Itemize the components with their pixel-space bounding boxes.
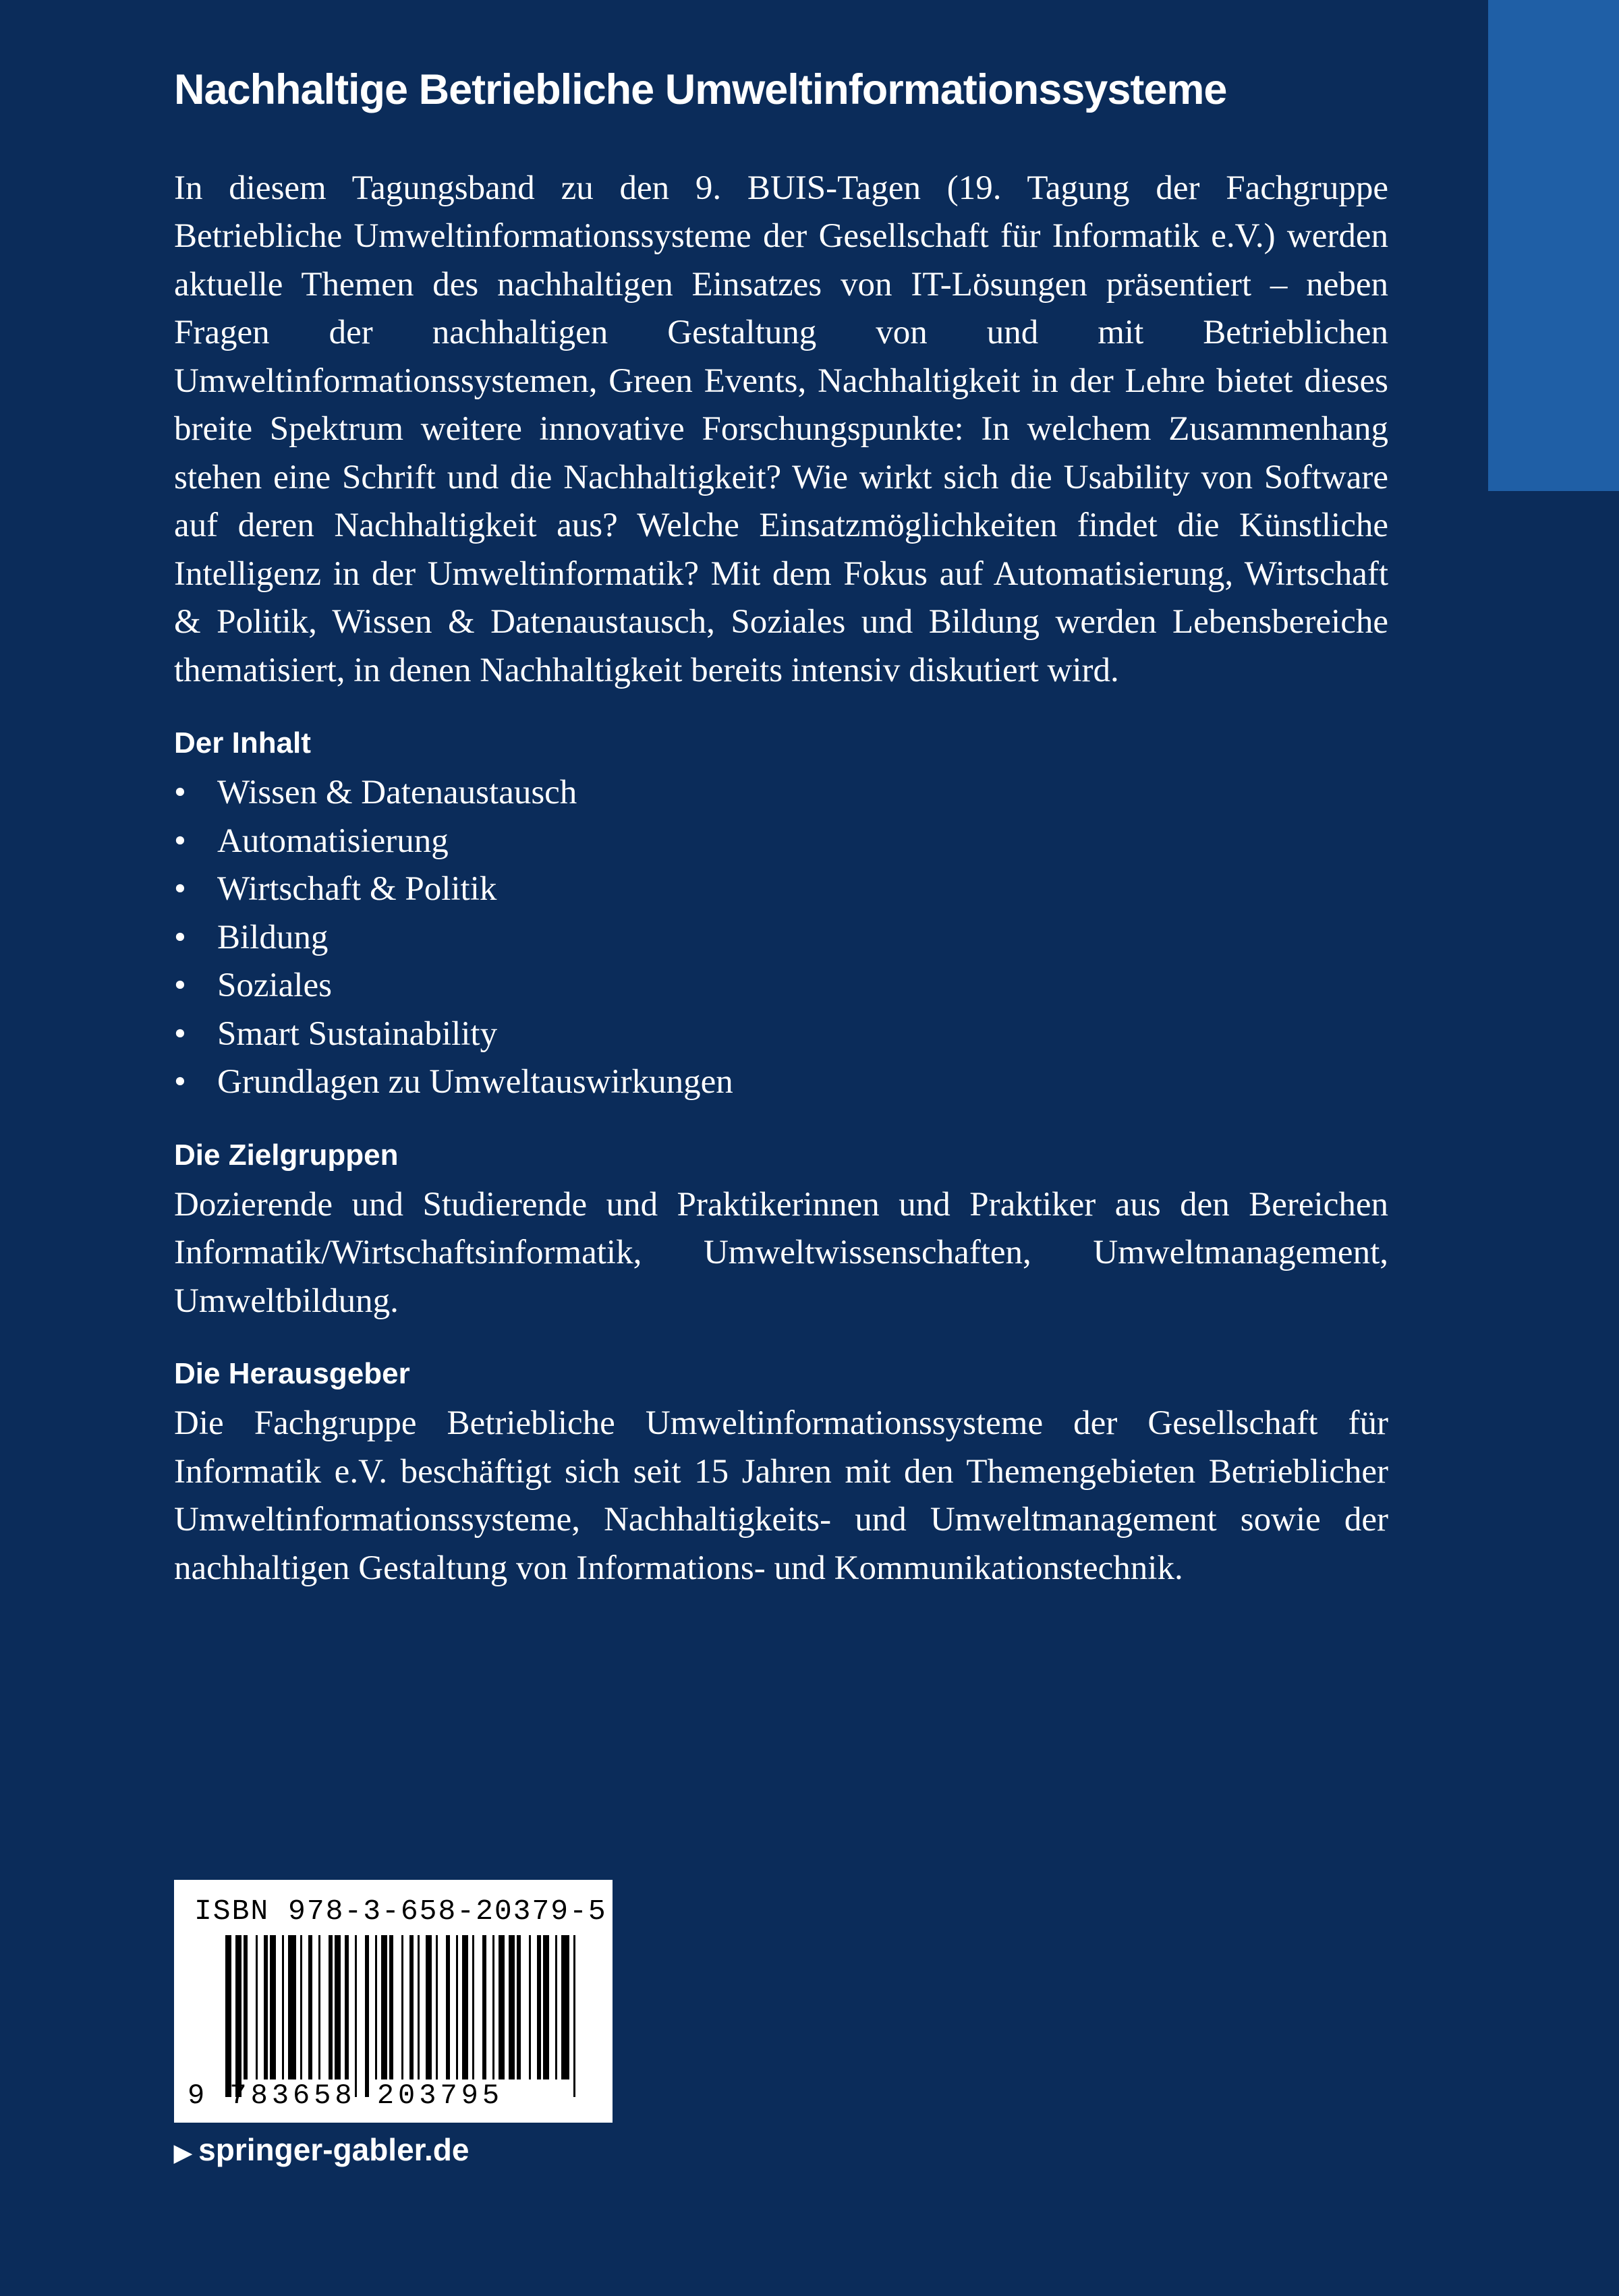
bullet-icon: • [174,1063,186,1101]
barcode-bar [318,1935,320,2079]
herausgeber-text: Die Fachgruppe Betriebliche Umweltinformationssysteme der Gesellschaft für Informatik e.V. beschäftigt sich seit 15 Jahren mit den Themengebieten Betrieblicher Umweltinformationssysteme, Nachhaltigkeits- und Umweltmanagement sowie der nachhaltigen Gestaltung von Informations- und Kommunikationstechnik. [174,1404,1388,1587]
bullet-icon: • [174,1014,186,1053]
barcode-bar [225,1935,231,2097]
barcode-bar [308,1935,312,2079]
barcode-bar [288,1935,296,2079]
barcode-bar [482,1935,486,2079]
inhalt-heading: Der Inhalt [174,726,311,760]
list-item [174,1058,1388,1107]
barcode-bar [345,1935,349,2079]
list-item [174,914,1388,963]
publisher-url: springer-gabler.de [198,2132,470,2167]
barcode-bar [409,1935,414,2079]
list-item [174,962,1388,1010]
barcode-bar [335,1935,341,2079]
bullet-icon: • [174,774,186,812]
barcode-bar [537,1935,541,2079]
bullet-icon: • [174,967,186,1005]
barcode-bar [355,1935,357,2097]
barcode-bar [256,1935,258,2079]
list-item [174,865,1388,914]
zielgruppen-heading: Die Zielgruppen [174,1138,399,1172]
barcode-bar [492,1935,494,2079]
list-item-label: Grundlagen zu Umweltauswirkungen [217,1063,733,1101]
list-item-label: Automatisierung [217,822,449,860]
barcode-bar [264,1935,268,2079]
barcode-bar [300,1935,302,2079]
isbn-barcode [174,1880,613,2123]
barcode-bar [235,1935,242,2097]
barcode-bar [509,1935,515,2079]
barcode-bar [365,1935,369,2097]
list-item-label: Smart Sustainability [217,1014,498,1053]
barcode-bar [529,1935,531,2079]
barcode-bar [244,1935,248,2079]
barcode-bar [446,1935,450,2079]
herausgeber-heading: Die Herausgeber [174,1357,410,1391]
list-item [174,769,1388,817]
bullet-icon: • [174,918,186,956]
intro-paragraph: In diesem Tagungsband zu den 9. BUIS-Tagen (19. Tagung der Fachgruppe Betriebliche Umweltinformationssysteme der Gesellschaft für Informatik e.V.) werden aktuelle Themen des nachhaltigen Einsatzes von IT-Lösungen präsentiert – neben Fragen der nachhaltigen Gestaltung von und mit Betrieblichen Umweltinformationssystemen, Green Events, Nachhaltigkeit in der Lehre bietet dieses breite Spektrum weitere innovative Forschungspunkte: In welchem Zusammenhang stehen eine Schrift und die Nachhaltigkeit? Wie wirkt sich die Usability von Software auf deren Nachhaltigkeit aus? Welche Einsatzmöglichkeiten findet die Künstliche Intelligenz in der Umweltinformatik? Mit dem Fokus auf Automatisierung, Wirtschaft & Politik, Wissen & Datenaustausch, Soziales und Bildung werden Lebensbereiche thematisiert, in denen Nachhaltigkeit bereits intensiv diskutiert wird. [174,169,1388,689]
inhalt-list [174,769,1388,1107]
zielgruppen-text: Dozierende und Studierende und Praktikerinnen und Praktiker aus den Bereichen Informatik/Wirtschaftsinformatik, Umweltwissenschaften, Umweltmanagement, Umweltbildung. [174,1185,1388,1320]
barcode-bar [436,1935,438,2079]
bullet-icon: • [174,870,186,909]
publisher-link[interactable] [174,2131,470,2168]
barcode-bar [543,1935,549,2079]
barcode-bar [375,1935,377,2079]
list-item-label: Bildung [217,918,329,956]
barcode-bar [499,1935,505,2079]
back-cover-content [174,65,1388,1592]
barcode-bar [462,1935,468,2079]
barcode-bar [561,1935,569,2079]
barcode-bar [517,1935,521,2079]
accent-bar [1488,0,1619,491]
barcode-bar [472,1935,474,2079]
barcode-bar [389,1935,393,2079]
barcode-bar [426,1935,432,2079]
barcode-bar [555,1935,557,2079]
barcode-bar [401,1935,403,2079]
arrow-right-icon: ▶ [174,2140,192,2166]
barcode-bar [270,1935,276,2079]
list-item [174,817,1388,866]
book-title: Nachhaltige Betriebliche Umweltinformationssysteme [174,66,1227,113]
bullet-icon: • [174,822,186,860]
barcode-bar [329,1935,333,2079]
barcode-bar [573,1935,575,2097]
isbn-label: ISBN 978-3-658-20379-5 [194,1895,607,1928]
barcode-bar [381,1935,387,2079]
barcode-bar [418,1935,420,2079]
list-item-label: Wissen & Datenaustausch [217,774,577,812]
list-item-label: Wirtschaft & Politik [217,870,497,909]
ean-digits: 9 783658 203795 [188,2079,504,2112]
barcode-bar [282,1935,284,2079]
list-item-label: Soziales [217,967,332,1005]
list-item [174,1010,1388,1059]
barcode-bar [456,1935,458,2079]
